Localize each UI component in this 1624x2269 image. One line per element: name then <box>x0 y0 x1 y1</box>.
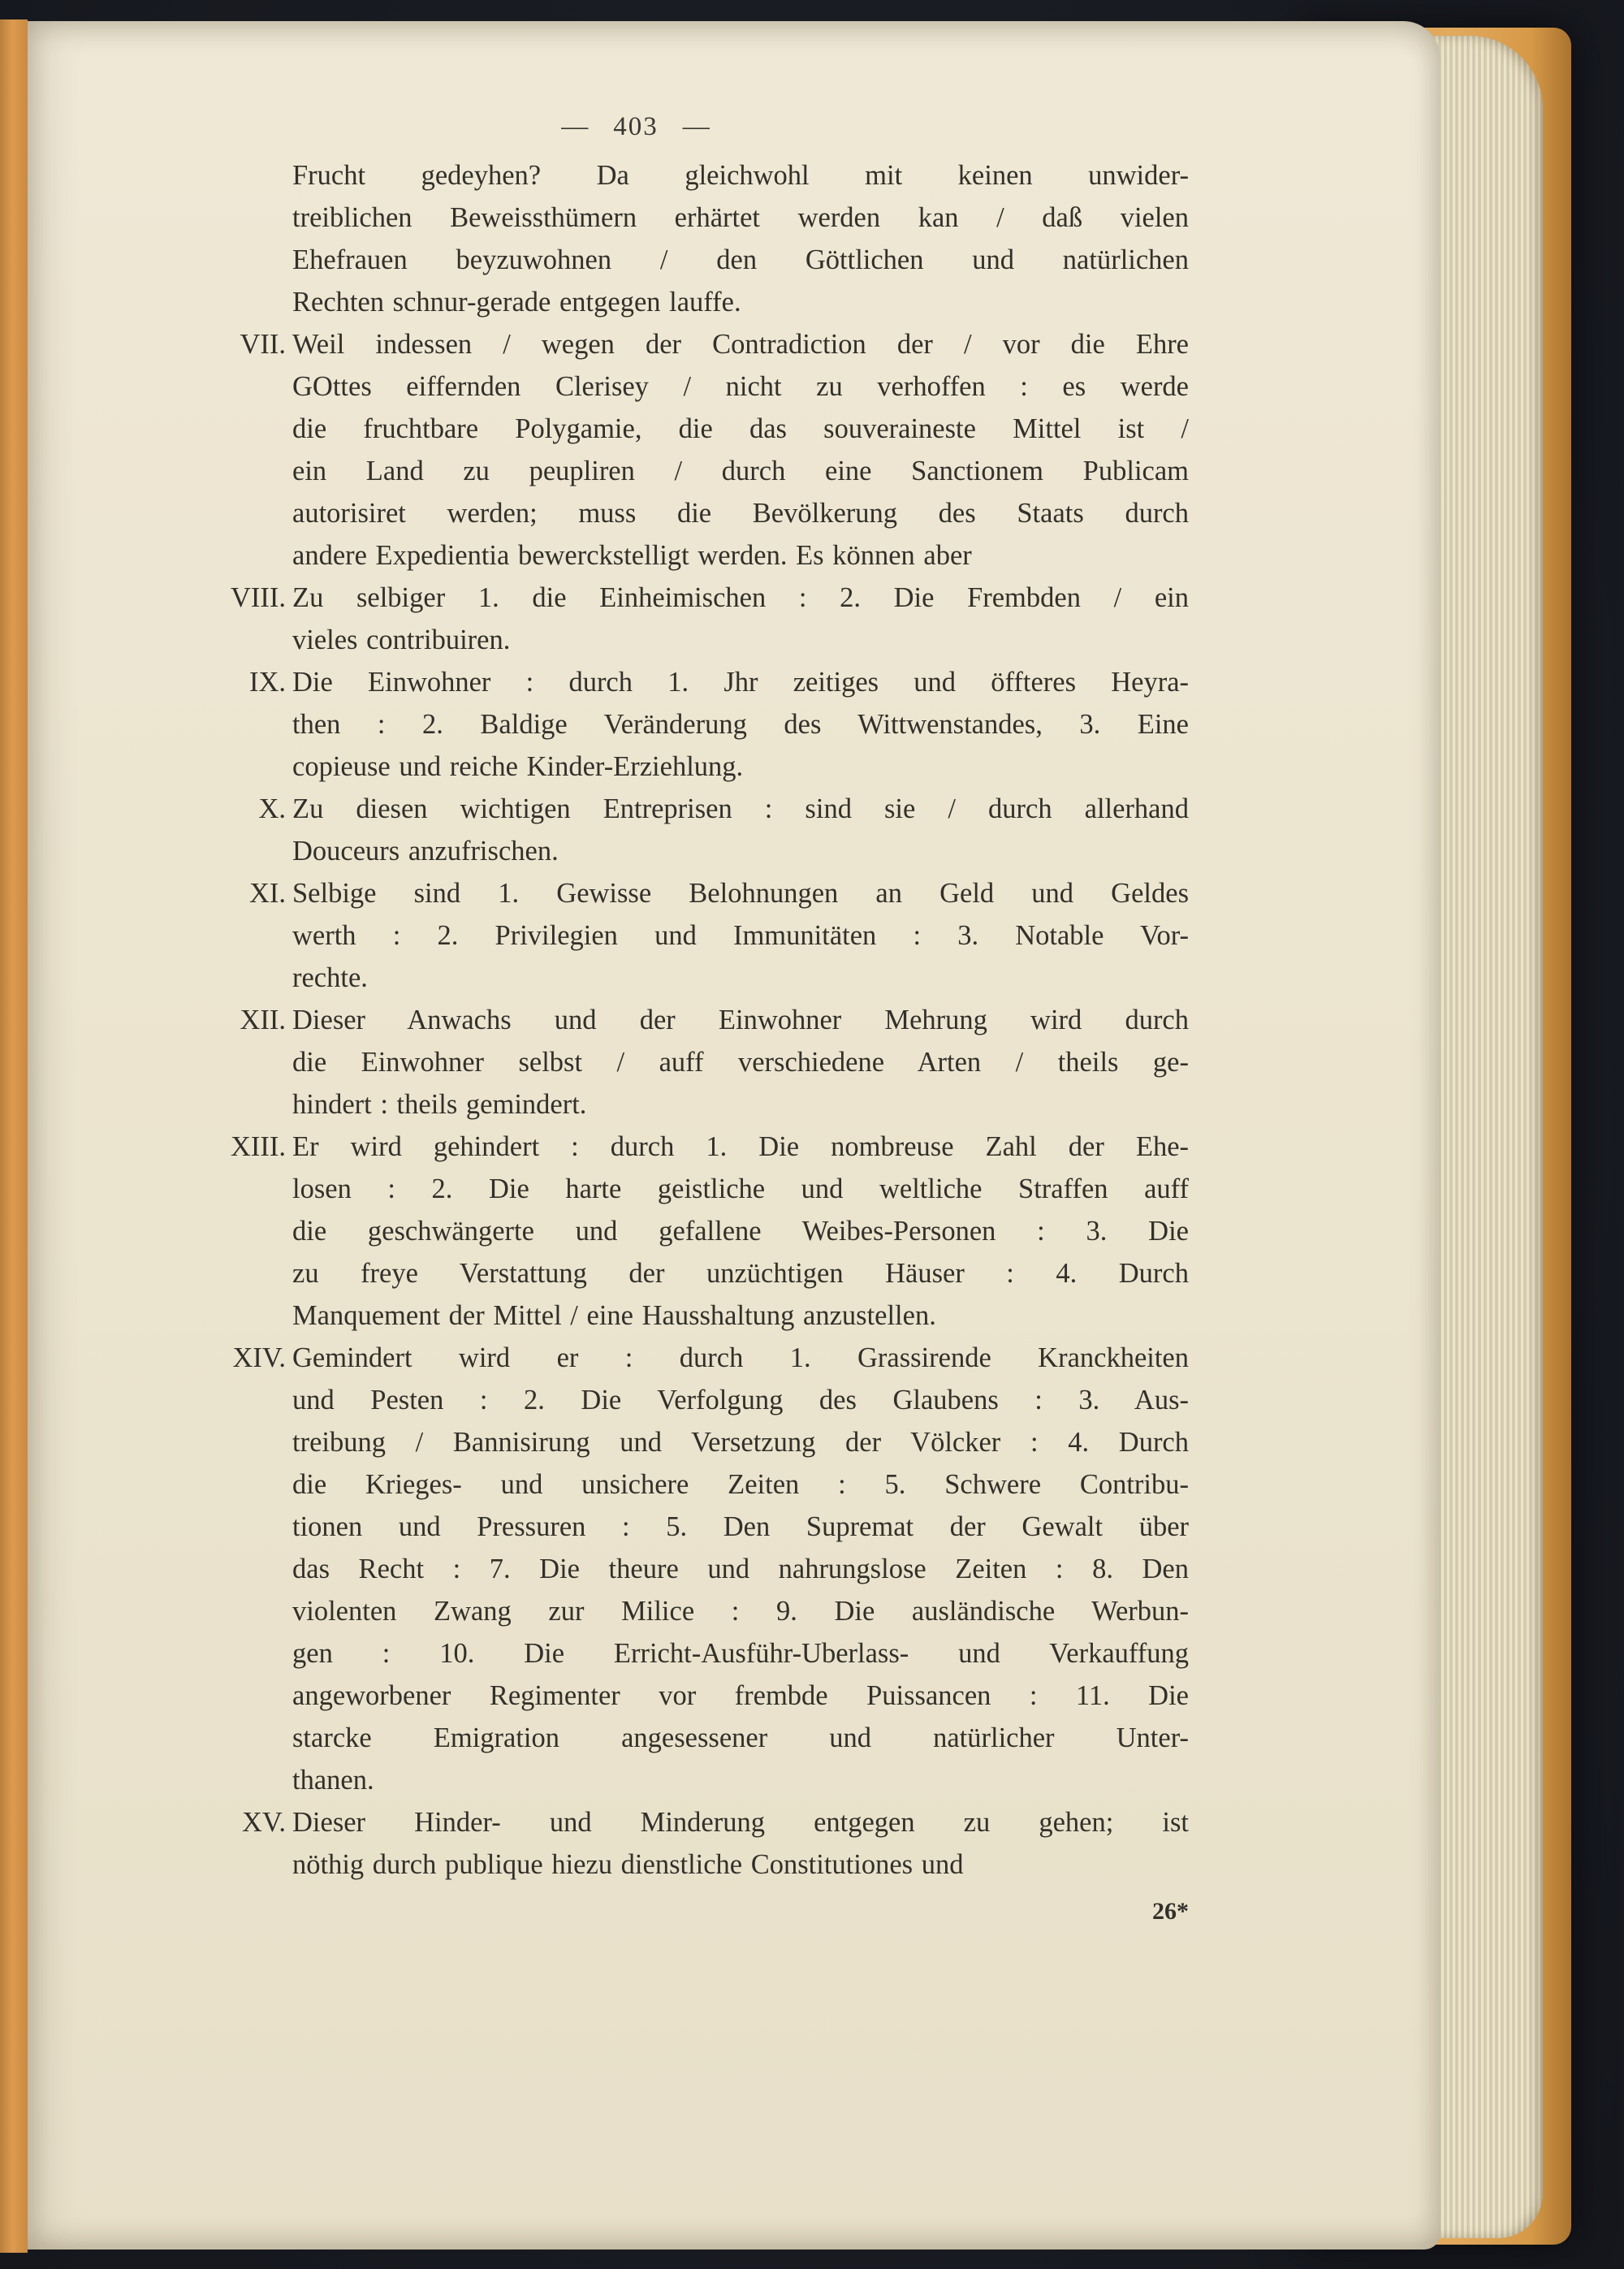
paragraph <box>180 323 1189 577</box>
paragraph <box>180 1126 1189 1337</box>
text-line: GOttes eiffernden Clerisey / nicht zu verhoffen : es werde <box>292 371 1189 402</box>
paragraph-numeral: XV. <box>241 1807 286 1838</box>
text-line: Die Einwohner : durch 1. Jhr zeitiges und öffteres Heyra- <box>292 667 1189 698</box>
text-line: Dieser Anwachs und der Einwohner Mehrung wird durch <box>292 1005 1189 1035</box>
paragraph-lines <box>292 661 1189 788</box>
paragraph <box>180 154 1189 323</box>
text-line: das Recht : 7. Die theure und nahrungslose Zeiten : 8. Den <box>292 1554 1189 1584</box>
text-line: nöthig durch publique hiezu dienstliche Constitutiones und <box>292 1849 964 1880</box>
text-line: die fruchtbare Polygamie, die das souveraineste Mittel ist / <box>292 413 1189 444</box>
paragraph-numeral: VII. <box>240 329 286 360</box>
paragraph <box>180 788 1189 872</box>
text-line: autorisiret werden; muss die Bevölkerung des Staats durch <box>292 498 1189 529</box>
page-number-dash-right: — <box>682 112 710 141</box>
text-line: copieuse und reiche Kinder-Erziehlung. <box>292 751 744 782</box>
text-line: Manquement der Mittel / eine Hausshaltung anzustellen. <box>292 1300 936 1331</box>
text-line: vieles contribuiren. <box>292 625 511 655</box>
text-line: treibung / Bannisirung und Versetzung der Völcker : 4. Durch <box>292 1427 1189 1458</box>
text-line: Douceurs anzufrischen. <box>292 836 559 867</box>
text-line: Zu diesen wichtigen Entreprisen : sind sie / durch allerhand <box>292 793 1189 824</box>
paragraph-lines <box>292 872 1189 999</box>
text-line: die geschwängerte und gefallene Weibes-Personen : 3. Die <box>292 1216 1189 1247</box>
text-line: Dieser Hinder- und Minderung entgegen zu gehen; ist <box>292 1807 1189 1838</box>
text-line: Er wird gehindert : durch 1. Die nombreuse Zahl der Ehe- <box>292 1131 1189 1162</box>
text-line: Ehefrauen beyzuwohnen / den Göttlichen und natürlichen <box>292 244 1189 275</box>
text-block <box>180 106 1189 1933</box>
text-line: violenten Zwang zur Milice : 9. Die ausländische Werbun- <box>292 1596 1189 1627</box>
paragraph-lines <box>292 788 1189 872</box>
paragraph-list <box>180 154 1189 1886</box>
text-line: andere Expedientia bewerckstelligt werden. Es können aber <box>292 540 972 571</box>
paragraph-lines <box>292 154 1189 323</box>
text-line: Weil indessen / wegen der Contradiction der / vor die Ehre <box>292 329 1189 360</box>
paragraph <box>180 661 1189 788</box>
paragraph-numeral: VIII. <box>230 582 286 613</box>
paragraph-lines <box>292 999 1189 1126</box>
paragraph-numeral: X. <box>258 793 286 824</box>
paragraph-numeral <box>180 154 286 323</box>
page-header <box>180 106 1189 148</box>
text-line: hindert : theils gemindert. <box>292 1089 587 1120</box>
paragraph <box>180 872 1189 999</box>
text-line: angeworbener Regimenter vor frembde Puissancen : 11. Die <box>292 1680 1189 1711</box>
paragraph-numeral: XIV. <box>232 1342 286 1373</box>
text-line: rechte. <box>292 962 368 993</box>
paragraph <box>180 1337 1189 1801</box>
signature-mark: 26* <box>1152 1898 1189 1925</box>
text-line: die Krieges- und unsichere Zeiten : 5. Schwere Contribu- <box>292 1469 1189 1500</box>
text-line: zu freye Verstattung der unzüchtigen Häuser : 4. Durch <box>292 1258 1189 1289</box>
text-line: gen : 10. Die Erricht-Ausführ-Uberlass- und Verkauffung <box>292 1638 1189 1669</box>
book-page <box>28 21 1440 2250</box>
paragraph-lines <box>292 323 1189 577</box>
paragraph-lines <box>292 1126 1189 1337</box>
text-line: und Pesten : 2. Die Verfolgung des Glaubens : 3. Aus- <box>292 1385 1189 1415</box>
paragraph <box>180 1801 1189 1886</box>
text-line: treiblichen Beweissthümern erhärtet werden kan / daß vielen <box>292 202 1189 233</box>
text-line: thanen. <box>292 1765 374 1796</box>
text-line: die Einwohner selbst / auff verschiedene Arten / theils ge- <box>292 1047 1189 1078</box>
paragraph-numeral: XI. <box>248 878 286 909</box>
text-line: starcke Emigration angesessener und natürlicher Unter- <box>292 1722 1189 1753</box>
text-line: Frucht gedeyhen? Da gleichwohl mit keinen unwider- <box>292 160 1189 191</box>
paragraph-lines <box>292 1337 1189 1801</box>
paragraph-numeral: IX. <box>248 667 286 698</box>
left-cover-edge <box>0 19 28 2253</box>
paragraph-numeral: XIII. <box>230 1131 286 1162</box>
text-line: ein Land zu peupliren / durch eine Sanctionem Publicam <box>292 456 1189 486</box>
page-number: 403 <box>613 112 659 141</box>
text-line: Rechten schnur-gerade entgegen lauffe. <box>292 287 741 318</box>
paragraph-lines <box>292 1801 1189 1886</box>
text-line: then : 2. Baldige Veränderung des Wittwenstandes, 3. Eine <box>292 709 1189 740</box>
text-line: tionen und Pressuren : 5. Den Supremat der Gewalt über <box>292 1511 1189 1542</box>
text-line: Gemindert wird er : durch 1. Grassirende Kranckheiten <box>292 1342 1189 1373</box>
paragraph-lines <box>292 577 1189 661</box>
text-line: Zu selbiger 1. die Einheimischen : 2. Die Frembden / ein <box>292 582 1189 613</box>
text-line: werth : 2. Privilegien und Immunitäten : 3. Notable Vor- <box>292 920 1189 951</box>
paragraph <box>180 577 1189 661</box>
text-line: losen : 2. Die harte geistliche und weltliche Straffen auff <box>292 1173 1189 1204</box>
paragraph-numeral: XII. <box>240 1005 286 1035</box>
paragraph <box>180 999 1189 1126</box>
page-number-dash-left: — <box>561 112 590 141</box>
text-line: Selbige sind 1. Gewisse Belohnungen an Geld und Geldes <box>292 878 1189 909</box>
